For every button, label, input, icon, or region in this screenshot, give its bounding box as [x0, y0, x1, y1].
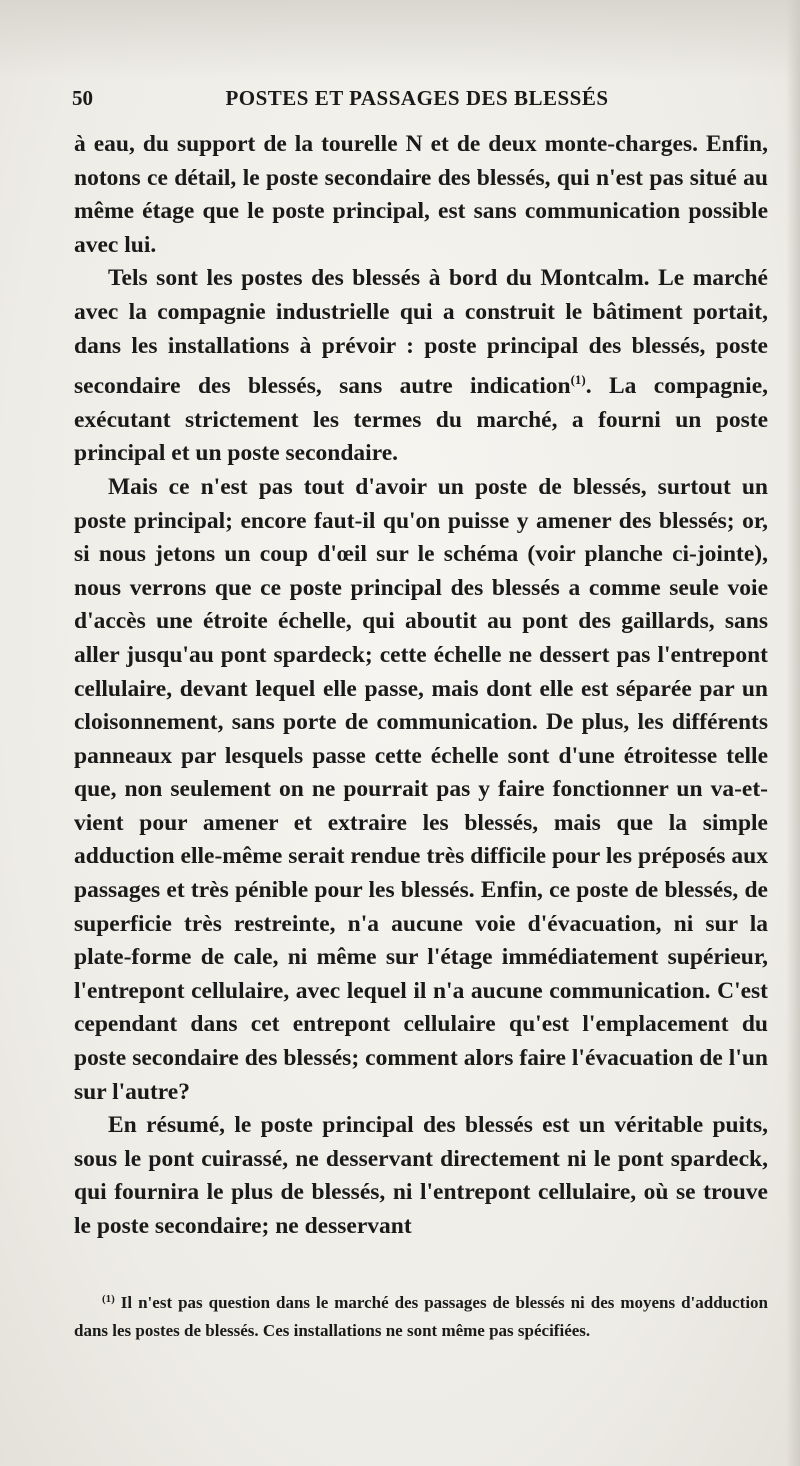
- footnotes: [74, 1286, 768, 1344]
- paragraph-2-text: Tels sont les postes des blessés à bord du Montcalm. Le marché avec la compagnie industrielle qui a construit le bâtiment portait, dans les installations à prévoir : poste principal des blessés, poste secondaire des blessés, sans autre indication: [74, 265, 768, 400]
- paragraph-1-text: à eau, du support de la tourelle N et de deux monte-charges. Enfin, notons ce détail, le poste secondaire des blessés, qui n'est pas situé au même étage que le poste principal, est sans communication possible avec lui.: [74, 131, 768, 258]
- footnote-1: [74, 1286, 768, 1344]
- paragraph-2-text-continued: . La compagnie, exécutant strictement les termes du marché, a fourni un poste principal et un poste secondaire.: [74, 373, 768, 467]
- paragraph-3-text: Mais ce n'est pas tout d'avoir un poste de blessés, surtout un poste principal; encore faut-il qu'on puisse y amener des blessés; or, si nous jetons un coup d'œil sur le schéma (voir planche ci-jointe), nous verrons que ce poste principal des blessés a comme seule voie d'accès une étroite échelle, qui aboutit au pont des gaillards, sans aller jusqu'au pont spardeck; cette échelle ne dessert pas l'entrepont cellulaire, devant lequel elle passe, mais dont elle est séparée par un cloisonnement, sans porte de communication. De plus, les différents panneaux par lesquels passe cette échelle sont d'une étroitesse telle que, non seulement on ne pourrait pas y faire fonctionner un va-et-vient pour amener et extraire les blessés, mais que la simple adduction elle-même serait rendue très difficile pour les préposés aux passages et très pénible pour les blessés. Enfin, ce poste de blessés, de superficie très restreinte, n'a aucune voie d'évacuation, ni sur la plate-forme de cale, ni même sur l'étage immédiatement supérieur, l'entrepont cellulaire, avec lequel il n'a aucune communication. C'est cependant dans cet entrepont cellulaire qu'est l'emplacement du poste secondaire des blessés; comment alors faire l'évacuation de l'un sur l'autre?: [74, 473, 768, 1105]
- paragraph-4-text: En résumé, le poste principal des blessés est un véritable puits, sous le pont cuirassé, ne desservant directement ni le pont spardeck, qui fournira le plus de blessés, ni l'entrepont cellulaire, où se trouve le poste secondaire; ne desservant: [74, 1112, 768, 1239]
- scan-shadow-right: [786, 0, 800, 1466]
- paragraph-1: [74, 128, 768, 262]
- body-text: [74, 128, 768, 1244]
- footnote-mark: (1): [102, 1293, 115, 1305]
- page-header: [72, 86, 762, 120]
- paragraph-3: [74, 471, 768, 1109]
- page-number: 50: [72, 86, 93, 110]
- paragraph-4: [74, 1109, 768, 1243]
- paragraph-2: [74, 262, 768, 471]
- footnote-reference[interactable]: (1): [570, 372, 586, 388]
- scan-shadow-top: [0, 0, 800, 80]
- footnote-text: Il n'est pas question dans le marché des passages de blessés ni des moyens d'adduction dans les postes de blessés. Ces installations ne sont même pas spécifiées.: [74, 1293, 768, 1340]
- running-title: POSTES ET PASSAGES DES BLESSÉS: [225, 86, 609, 110]
